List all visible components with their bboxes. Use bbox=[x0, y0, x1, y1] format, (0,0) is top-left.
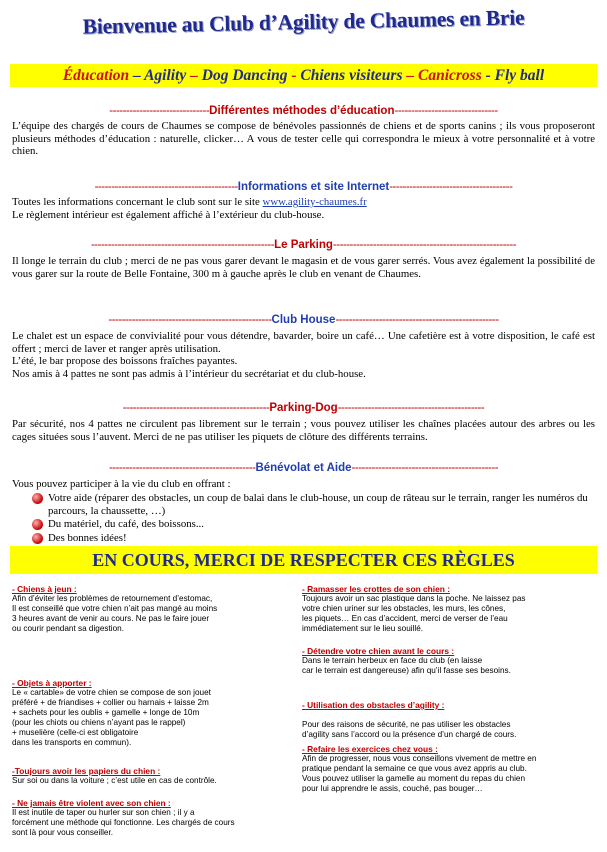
rule-block bbox=[12, 584, 297, 634]
bullet-icon bbox=[32, 519, 43, 530]
section-heading-clubhouse bbox=[12, 313, 595, 327]
heading-dashes-left: ------------------------------------------------------- bbox=[90, 239, 275, 251]
list-item bbox=[32, 532, 598, 545]
benevolat-list bbox=[32, 492, 598, 545]
heading-dashes-left: ------------------------------------------- bbox=[94, 181, 238, 193]
bullet-text: Des bonnes idées! bbox=[48, 531, 127, 544]
rule-text: Pour des raisons de sécurité, ne pas utiliser les obstacles d’agility sans l’accord ou la présence d’un chargé de cours. bbox=[302, 720, 517, 739]
rule-block bbox=[302, 584, 587, 634]
list-item bbox=[32, 518, 598, 531]
bullet-text: Votre aide (réparer des obstacles, un coup de balai dans le club-house, un coup de râteau sur le terrain, ranger les numéros du parcours, la chaussette, …) bbox=[48, 492, 588, 517]
rule-title: - Refaire les exercices chez vous : bbox=[302, 744, 438, 754]
bullet-icon bbox=[32, 533, 43, 544]
rule-block bbox=[12, 798, 297, 838]
heading-dashes-right: ------------------------------------- bbox=[389, 181, 513, 193]
page-title: Bienvenue au Club d’Agility de Chaumes en Brie bbox=[82, 5, 525, 39]
rule-title: -Toujours avoir les papiers du chien : bbox=[12, 766, 161, 776]
heading-dashes-right: -------------------------------------------- bbox=[337, 402, 485, 414]
heading-label: Le Parking bbox=[274, 239, 333, 251]
rule-title: - Chiens à jeun : bbox=[12, 584, 77, 594]
rule-title: - Détendre votre chien avant le cours : bbox=[302, 646, 455, 656]
rule-block bbox=[302, 646, 587, 676]
education-text: L’équipe des chargés de cours de Chaumes se compose de bénévoles passionnés de chiens et de sports canins ; ils vous proposeront plusieurs méthodes d’éducation : naturelle, clicker… A vous de tester celle qui correspondra le mieux à votre personnalité et à votre chien. bbox=[12, 120, 595, 157]
rule-text: Sur soi ou dans la voiture ; c’est utile en cas de contrôle. bbox=[12, 776, 217, 785]
banner-item: Éducation bbox=[62, 67, 130, 84]
benevolat-intro: Vous pouvez participer à la vie du club en offrant : bbox=[12, 478, 231, 490]
section-heading-informations bbox=[12, 180, 595, 194]
banner-item: – bbox=[186, 67, 202, 84]
rule-text: Toujours avoir un sac plastique dans la poche. Ne laissez pas votre chien uriner sur les obstacles, les murs, les cônes, les piquets… En cas d’accident, merci de verser de l’eau immédiatement sur le lieu souillé. bbox=[302, 594, 526, 633]
heading-dashes-right: -------------------------------------------- bbox=[351, 462, 499, 474]
section-heading-parking bbox=[12, 238, 595, 252]
heading-label: Parking-Dog bbox=[269, 402, 338, 414]
rule-block bbox=[302, 744, 587, 794]
informations-text bbox=[12, 196, 595, 221]
list-item bbox=[32, 492, 598, 517]
activities-banner bbox=[10, 64, 597, 87]
heading-dashes-left: -------------------------------------------- bbox=[122, 402, 270, 414]
heading-dashes-left: -------------------------------------------- bbox=[108, 462, 256, 474]
banner-item: - bbox=[481, 67, 495, 84]
rule-title: - Ne jamais être violent avec son chien : bbox=[12, 798, 171, 808]
informations-intro: Toutes les informations concernant le club sont sur le site bbox=[12, 196, 263, 208]
rule-text: Afin d’éviter les problèmes de retournement d’estomac, Il est conseillé que votre chien n’ait pas mangé au moins 3 heures avant de venir au cours. Ne pas le faire jouer ou courir pendant sa digestion. bbox=[12, 594, 218, 633]
informations-rules-note: Le règlement intérieur est également affiché à l’extérieur du club-house. bbox=[12, 208, 325, 221]
parking-text: Il longe le terrain du club ; merci de ne pas vous garer devant le magasin et de vous garer serrés. Vous avez également la possibilité de vous garer sur la route de Belle Fontaine, 300 m à gauche après le club en venant de Chaumes. bbox=[12, 255, 595, 280]
heading-label: Club House bbox=[271, 314, 336, 326]
rules-notice-banner: EN COURS, MERCI DE RESPECTER CES RÈGLES bbox=[10, 546, 597, 574]
heading-dashes-left: ------------------------------------------------- bbox=[108, 314, 272, 326]
section-heading-parkingdog bbox=[12, 401, 595, 415]
heading-dashes-right: ------------------------------------------------------- bbox=[332, 239, 517, 251]
rule-text: Afin de progresser, nous vous conseillons vivement de mettre en pratique pendant la semaine ce que vous avez appris au club. Vous pouvez utiliser la gamelle au moment du repas du chien pour lui apprendre le assis, couché, pas bouger… bbox=[302, 754, 537, 793]
rule-text: Il est inutile de taper ou hurler sur son chien ; il y a forcément une méthode qui fonctionne. Les chargés de cours sont là pour vous conseiller. bbox=[12, 808, 235, 837]
rule-text: Le « cartable» de votre chien se compose de son jouet préféré + de friandises + collier ou harnais + laisse 2m + sachets pour les oublis + gamelle + longe de 10m (pour les chiots ou chiens n’ayant pas le rappel) + muselière (celle-ci est obligatoire dans les transports en commun). bbox=[12, 688, 211, 747]
section-heading-education bbox=[12, 104, 595, 118]
parkingdog-text: Par sécurité, nos 4 pattes ne circulent pas librement sur le terrain ; vous pouvez utiliser les chaînes placées autour des arbres ou les cages situées sous l’auvent. Merci de ne pas utiliser les piquets de clôture des différents terrains. bbox=[12, 418, 595, 443]
banner-item: Canicross bbox=[417, 67, 482, 84]
heading-dashes-right: ------------------------------- bbox=[394, 105, 498, 117]
heading-label: Bénévolat et Aide bbox=[255, 462, 352, 474]
heading-label: Différentes méthodes d’éducation bbox=[209, 105, 395, 117]
banner-item: – bbox=[402, 67, 418, 84]
website-link[interactable]: www.agility-chaumes.fr bbox=[262, 196, 367, 208]
bullet-text: Du matériel, du café, des boissons... bbox=[48, 518, 204, 530]
rule-title: - Utilisation des obstacles d’agility : bbox=[302, 700, 445, 710]
heading-dashes-right: ------------------------------------------------- bbox=[335, 314, 499, 326]
clubhouse-line: Nos amis à 4 pattes ne sont pas admis à l’intérieur du secrétariat et du club-house. bbox=[12, 367, 366, 380]
banner-item: - bbox=[287, 67, 301, 84]
rule-title: - Ramasser les crottes de son chien : bbox=[302, 584, 451, 594]
banner-item: Agility bbox=[144, 67, 187, 84]
clubhouse-line: L’été, le bar propose des boissons fraîches payantes. bbox=[12, 355, 238, 367]
banner-item: Fly ball bbox=[494, 67, 545, 84]
rule-title: - Objets à apporter : bbox=[12, 678, 92, 688]
rule-text: Dans le terrain herbeux en face du club (en laisse car le terrain est dangereuse) afin qu’il fasse ses besoins. bbox=[302, 656, 511, 675]
heading-label: Informations et site Internet bbox=[237, 181, 390, 193]
rule-block bbox=[12, 766, 297, 786]
banner-item: – bbox=[129, 67, 145, 84]
rule-block bbox=[12, 678, 297, 748]
banner-item: Dog Dancing bbox=[201, 67, 288, 84]
clubhouse-line: Le chalet est un espace de convivialité pour vous détendre, bavarder, boire un café… Une cafetière est à votre disposition, le café est offert ; merci de laver et ranger après utilisation. bbox=[12, 330, 595, 355]
banner-item: Chiens visiteurs bbox=[300, 67, 403, 84]
clubhouse-text bbox=[12, 330, 595, 380]
section-heading-benevolat bbox=[12, 461, 595, 475]
heading-dashes-left: ------------------------------ bbox=[109, 105, 210, 117]
bullet-icon bbox=[32, 493, 43, 504]
rule-block bbox=[302, 700, 587, 740]
